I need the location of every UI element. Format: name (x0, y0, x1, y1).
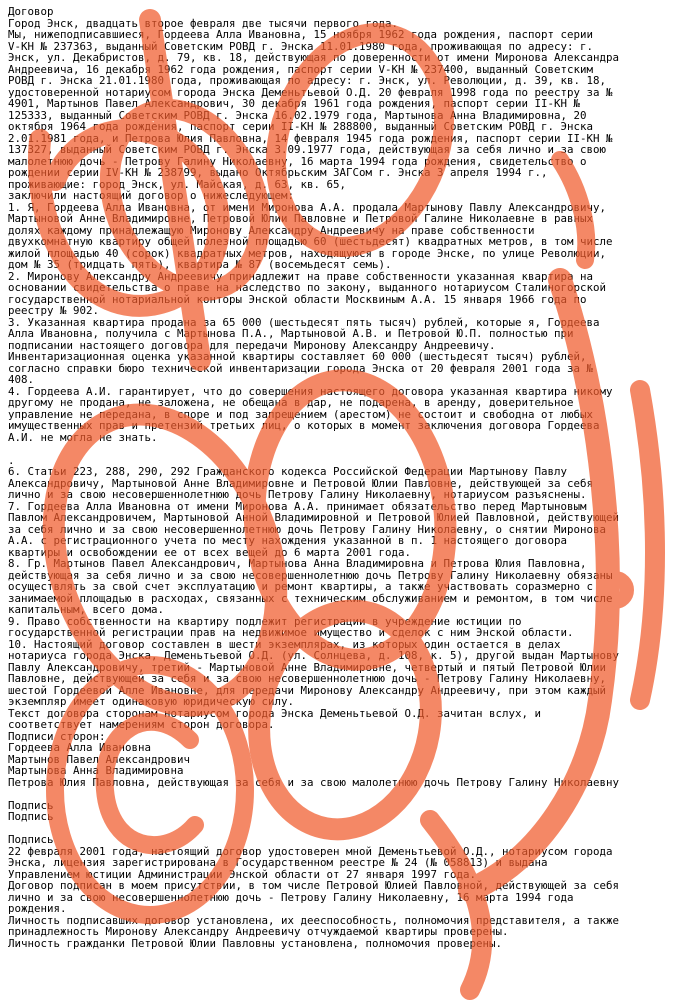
document-line: 2.01.1981 года, и Петрова Юлия Павловна, 14 февраля 1945 года рождения, паспорт серии II-КН № (8, 131, 613, 145)
document-line (8, 788, 694, 800)
document-line: 3. Указанная квартира продана за 65 000 (шестьдесят пять тысяч) рублей, которые я, Гордеева (8, 315, 600, 329)
document-line: другому не продана, не заложена, не обещана в дар, не подарена, в аренду, доверительное (8, 396, 574, 409)
document-line: 137327, выданный Советским РОВД г. Энска 3.09.1977 года, действующая за себя лично и за свою (8, 143, 607, 156)
document-line: Договор подписан в моем присутствии, в том числе Петровой Юлией Павловной, действующей за себя (8, 879, 620, 892)
document-line: нотариуса города Энска, Деменьтьевой О.Д. (ул. Солнцева, д. 108, к. 5), другой выдан Мартынову (8, 649, 620, 662)
document-line: лично и за свою несовершеннолетнюю дочь Петрову Галину Николаевну, нотариусом разъяснены. (8, 488, 587, 501)
document-line: Подпись (8, 833, 54, 846)
document-line: Подпись (8, 798, 54, 812)
document-line: Андреевича, 16 декабря 1962 года рождения, паспорт серии V-КН № 237400, выданный Советским (8, 62, 594, 76)
document-line: шестой Гордеевой Алле Ивановне, для передачи Миронову Александру Андреевичу, при этом каждый (8, 683, 607, 697)
document-line: Павлу Александровичу, третий - Мартыновой Анне Владимировне, четвертый и пятый Петровой Юлии (8, 660, 607, 674)
document-line: управление не передана, в споре и под запрещением (арестом) не состоит и свободна от любых (8, 407, 594, 421)
document-line: 10. Настоящий договор составлен в шести экземплярах, из которых один остается в делах (8, 637, 561, 651)
document-line: Алла Ивановна, получила с Мартынова П.А., Мартыновой А.В. и Петровой Ю.П. полностью при (8, 327, 574, 340)
document-line: РОВД г. Энска 21.01.1980 года, проживающая по адресу: г. Энск, ул. Революции, д. 39, кв. 18, (8, 74, 607, 87)
document-line: Гордеева Алла Ивановна (8, 741, 152, 754)
document-line: реестру № 902. (8, 304, 100, 317)
document-line: Александровичу, Мартыновой Анне Владимировне и Петровой Юлии Павловне, действующей за себя (8, 476, 594, 490)
document-line: соответствует намерениям сторон договора. (8, 718, 275, 731)
document-line: V-КН № 237363, выданный Советским РОВД г. Энска 11.01.1980 года, проживающая по адресу: г. (8, 39, 594, 53)
document-line: 6. Статьи 223, 288, 290, 292 Гражданского кодекса Российской Федерации Мартынову Павлу (8, 465, 568, 478)
document-line: А.И. не могла не знать. (8, 430, 158, 444)
document-line: жилой площадью 40 (сорок) квадратных метров, находящуюся в городе Энске, по улице Революции, (8, 246, 607, 260)
document-line: Мы, нижеподписавшиеся, Гордеева Алла Ивановна, 15 ноября 1962 года рождения, паспорт серии (8, 28, 594, 41)
document-line: малолетнюю дочь - Петрову Галину Николаевну, 16 марта 1994 года рождения, свидетельство о (8, 154, 587, 168)
document-line: Подписи сторон: (8, 729, 106, 743)
document-line: занимаемой площадью в расходах, связанных с техническим обслуживанием и ремонтом, в том числе (8, 591, 613, 605)
document-line: государственной нотариальной конторы Энской области Москвиным А.А. 15 января 1966 года по (8, 292, 587, 306)
document-line: Подпись (8, 810, 54, 823)
document-line: 22 февраля 2001 года, настоящий договор удостоверен мной Деменьтьевой О.Д., нотариусом города (8, 844, 613, 858)
document-line: Мартынов Павел Александрович (8, 752, 191, 766)
document-line: двухкомнатную квартиру общей полезной площадью 60 (шестьдесят) квадратных метров, в том числе (8, 235, 613, 248)
document-line: Павловне, действующей за себя и за свою несовершеннолетнюю дочь - Петрову Галину Николаевну, (8, 672, 607, 685)
document-line: удостоверенной нотариусом города Энска Деменьтьевой О.Д. 20 февраля 1998 года по реестру за № (8, 85, 613, 99)
document-line: за себя лично и за свою несовершеннолетнюю дочь Петрову Галину Николаевну, о снятии Миронова (8, 522, 607, 536)
document-line: Управлением юстиции Администрации Энской области от 27 января 1997 года. (8, 867, 477, 881)
document-line: проживающие: город Энск, ул. Майская, д. 63, кв. 65, (8, 177, 347, 191)
document-line (8, 443, 694, 455)
document-line: Личность гражданки Петровой Юлии Павловны установлена, полномочия проверены. (8, 936, 503, 950)
document-line: Личность подписавших договор установлена, их дееспособность, полномочия представителя, а также (8, 913, 620, 927)
document-line: 4. Гордеева А.И. гарантирует, что до совершения настоящего договора указанная квартира никому (8, 384, 613, 398)
document-line: 408. (8, 373, 35, 386)
document-line: подписании настоящего договора для передачи Миронову Александру Андреевичу. (8, 338, 496, 352)
document-line: 2. Миронову Александру Андреевичу принадлежит на праве собственности указанная квартира на (8, 269, 594, 283)
document-line: основании свидетельства о праве на наследство по закону, выданного нотариусом Сталиногорской (8, 281, 607, 294)
document-line: Город Энск, двадцать второе февраля две тысячи первого года. (8, 16, 399, 30)
document-line: Энска, лицензия зарегистрирована в Государственном реестре № 24 (№ 058813) и выдана (8, 856, 548, 869)
document-line: 1. Я, Гордеева Алла Ивановна, от имени Миронова А.А. продала Мартынову Павлу Александровичу, (8, 200, 607, 214)
document-line: 9. Право собственности на квартиру подлежит регистрации в учреждение юстиции по (8, 614, 522, 628)
document-line: принадлежность Миронову Александру Андреевичу отчуждаемой квартиры проверены. (8, 925, 509, 938)
document-line: Инвентаризационная оценка указанной квартиры составляет 60 000 (шестьдесят тысяч) рублей, (8, 350, 587, 363)
document-line: Петрова Юлия Павловна, действующая за себя и за свою малолетнюю дочь Петрову Галину Николаевну (8, 775, 620, 789)
document-line: 125333, выданный Советским РОВД г. Энска 16.02.1979 года, Мартынова Анна Владимировна, 20 (8, 108, 587, 122)
document-line: 8. Гр. Мартынов Павел Александрович, Мартынова Анна Владимировна и Петрова Юлия Павловна, (8, 557, 587, 570)
document-line: лично и за свою несовершеннолетнюю дочь - Петрову Галину Николаевну, 16 марта 1994 года (8, 890, 574, 904)
document-line: капитальным, всего дома. (8, 603, 165, 616)
document-line: экземпляр имеет одинаковую юридическую силу. (8, 695, 295, 708)
document-body (8, 6, 694, 949)
document-line (8, 823, 694, 835)
document-line: действующая за себя лично и за свою несовершеннолетнюю дочь Петрову Галину Николаевну обязаны (8, 568, 613, 582)
document-line: Мартынова Анна Владимировна (8, 764, 184, 777)
document-line: Павлом Александровичем, Мартыновой Анной Владимировной и Петровой Юлией Павловной, действующей (8, 511, 620, 524)
document-line: Договор (8, 5, 54, 18)
document-line: осуществлять за свой счет эксплуатацию и ремонт квартиры, а также участвовать соразмерно с (8, 580, 594, 593)
document-line: 7. Гордеева Алла Ивановна от имени Миронова А.А. принимает обязательство перед Мартыновым (8, 499, 587, 513)
document-line: Текст договора сторонам нотариусом города Энска Деменьтьевой О.Д. зачитан вслух, и (8, 706, 542, 720)
document-line: А.А. с регистрационного учета по месту нахождения указанной в п. 1 настоящего договора (8, 534, 568, 547)
document-line: долях каждому принадлежащую Миронову Александру Андреевичу на праве собственности (8, 223, 535, 237)
document-line: имущественных прав и претензий третьих лиц, о которых в момент заключения договора Гордеева (8, 419, 600, 432)
document-line: согласно справки бюро технической инвентаризации города Энска от 20 февраля 2001 года за № (8, 361, 594, 375)
document-line: дом № 35 (тридцать пять), квартира № 87 (восемьдесят семь). (8, 258, 392, 271)
document-line: Мартыновой Анне Владимировне, Петровой Юлии Павловне и Петровой Галине Николаевне в равных (8, 212, 594, 225)
document-line: рождения. (8, 902, 67, 915)
document-line: заключили настоящий договор о нижеследующем: (8, 189, 295, 202)
document-line: . (8, 453, 15, 467)
document-line: октября 1964 года рождения, паспорт серии II-КН № 288800, выданный Советским РОВД г. Энска (8, 120, 594, 133)
document-line: 4901, Мартынов Павел Александрович, 30 декабря 1961 года рождения, паспорт серии II-КН № (8, 97, 581, 110)
document-line: рождении серии IV-КН № 238799, выдано Октябрьским ЗАГСом г. Энска 3 апреля 1994 г., (8, 166, 548, 179)
document-line: государственной регистрации прав на недвижимое имущество и сделок с ним Энской области. (8, 626, 574, 639)
document-line: квартиры и освобождении ее от всех вещей до 6 марта 2001 года. (8, 545, 412, 559)
document-line: Энск, ул. Декабристов, д. 79, кв. 18, действующая по доверенности от имени Миронова Александра (8, 51, 620, 64)
